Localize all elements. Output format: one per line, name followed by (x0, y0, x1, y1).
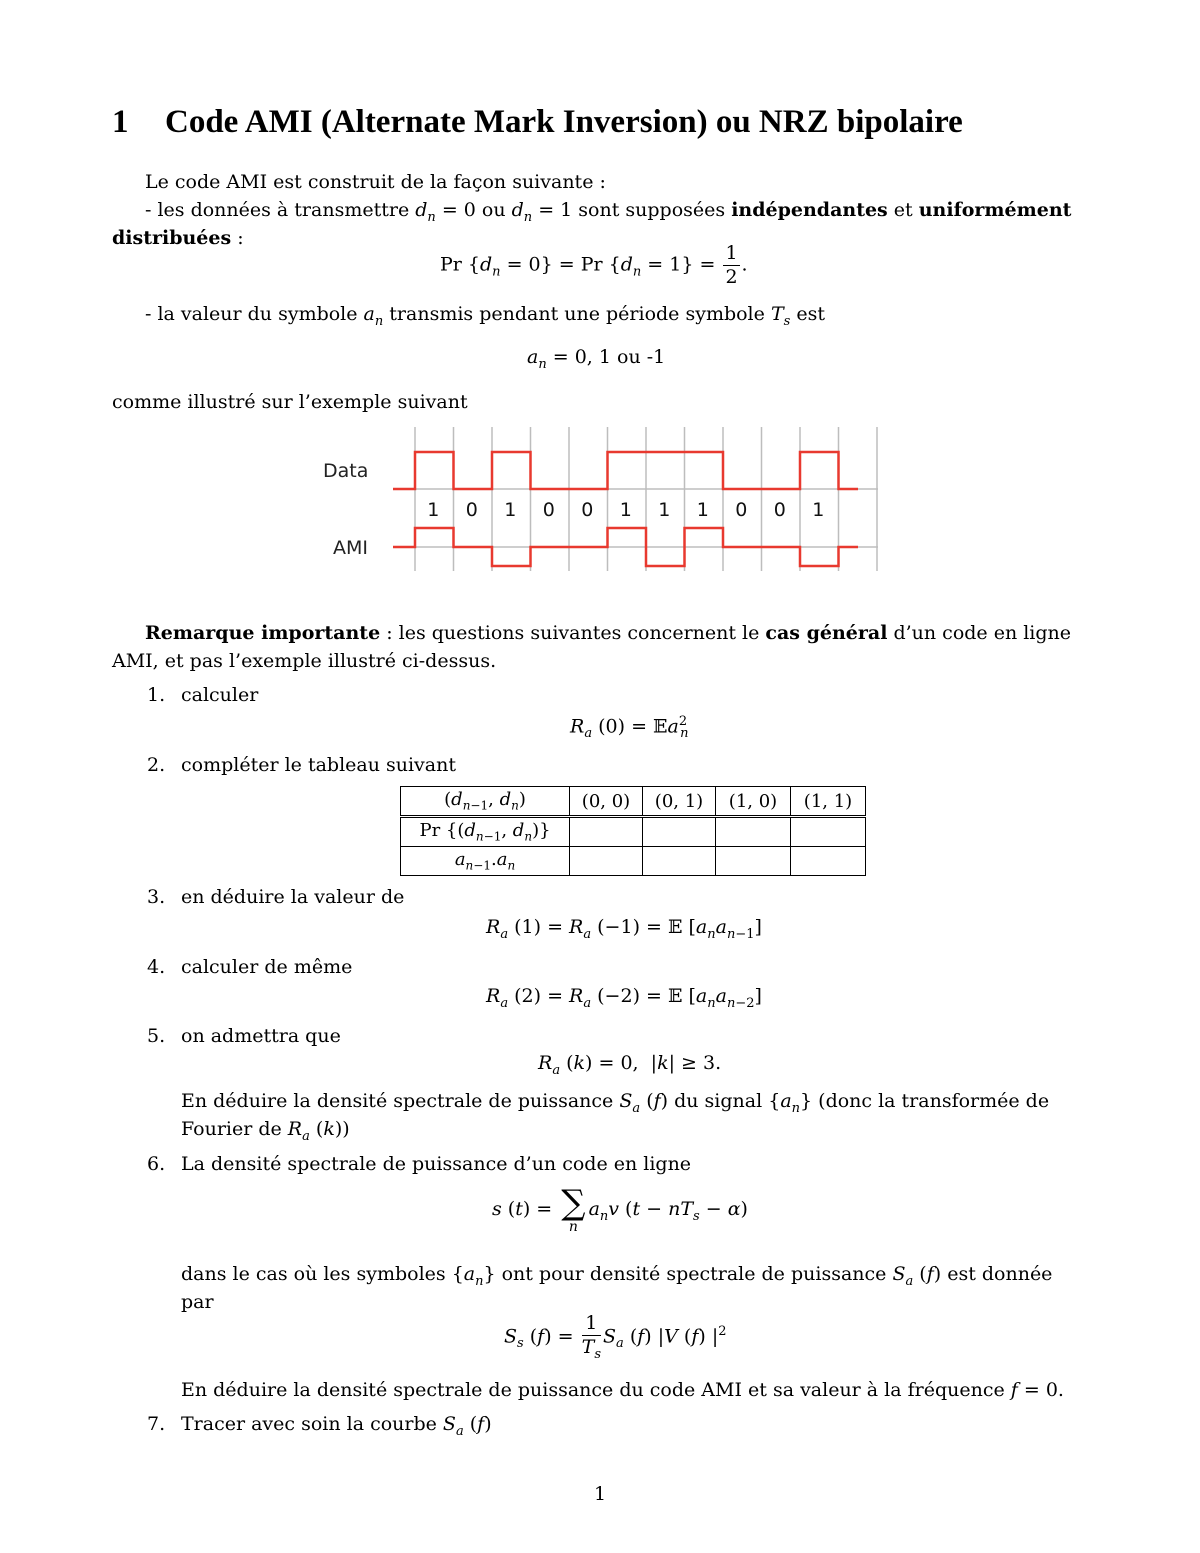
equation-an-text: = 0, 1 ou -1 (552, 346, 666, 368)
bold-independantes: indépendantes (731, 199, 888, 221)
bit-label: 1 (427, 499, 440, 521)
table-row-label-product: $a_{n-1}.a_n$ (401, 847, 570, 876)
bullet-data-line: - les données à transmettre $d_n = 0$ ou $d_n = 1$ sont supposées indépendantes et uniformément (145, 199, 1072, 225)
section-title-text: Code AMI (Alternate Mark Inversion) ou NRZ bipolaire (165, 104, 963, 140)
remark-bold-general: cas général (765, 622, 888, 644)
question-2-text: compléter le tableau suivant (181, 754, 456, 776)
bullet-data-line-2 (112, 224, 244, 252)
q5-text-1: En déduire la densité spectrale de puissance (181, 1090, 620, 1112)
equation-an-values: $a_n = 0$, 1 ou -1 (527, 346, 666, 372)
figure-bits (427, 499, 824, 521)
bullet-data-text-a: - les données à transmettre (145, 199, 416, 221)
bullet-symbol-line: - la valeur du symbole $a_n$ transmis pendant une période symbole $T_s$ est (145, 303, 825, 329)
question-5-detail: En déduire la densité spectrale de puissance $S_a$ (f) du signal $\{a_n\}$ (donc la transformée de (181, 1090, 1050, 1116)
example-line: comme illustré sur l’exemple suivant (112, 391, 468, 413)
question-3-number: 3. (147, 886, 166, 908)
bit-label: 0 (581, 499, 594, 521)
question-7-text: Tracer avec soin la courbe $S_a$ (f) (181, 1413, 492, 1439)
q6-text-3: est donnée (941, 1263, 1053, 1285)
table-header-cell: (0, 0) (570, 787, 643, 817)
equation-ra2: $R_a$ $(2) = R_a$ (−2) = 𝔼 $[a_na_{n-2}]$ (486, 985, 762, 1011)
bullet-data-text-d: : (231, 227, 244, 249)
question-2-number: 2. (147, 754, 166, 776)
bold-uniformement: uniformément (918, 199, 1072, 221)
bullet-symbol-text-a: - la valeur du symbole (145, 303, 364, 325)
q5-text-4: Fourier de (181, 1118, 288, 1140)
equation-signal: s (t) = ∑ n $a_nv$ $(t - nT_s - \alpha)$ (492, 1183, 748, 1235)
bullet-data-text-b: sont supposées (572, 199, 732, 221)
bullet-data-text-c: et (887, 199, 919, 221)
table-row (401, 787, 866, 817)
table-cell-empty[interactable] (570, 847, 643, 876)
table-cell-empty[interactable] (716, 847, 791, 876)
bit-label: 0 (465, 499, 478, 521)
table-cell-empty[interactable] (643, 817, 716, 847)
q6-text-5: En déduire la densité spectrale de puissance du code AMI et sa valeur à la fréquence (181, 1379, 1011, 1401)
page-number: 1 (594, 1483, 607, 1505)
table-cell-empty[interactable] (570, 817, 643, 847)
remark-text-2: d’un code en ligne (887, 622, 1072, 644)
bit-label: 1 (658, 499, 671, 521)
probability-table (400, 786, 866, 876)
table-header-pair: ($d_{n-1}$, $d_n$) (401, 787, 570, 817)
table-cell-empty[interactable] (791, 847, 866, 876)
question-1-text: calculer (181, 684, 259, 706)
table-header-cell: (0, 1) (643, 787, 716, 817)
q6-text-2: ont pour densité spectrale de puissance (495, 1263, 893, 1285)
equation-ra0: $R_a$ (0) = 𝔼a$^2_n$ (570, 714, 689, 742)
remark-line-2: AMI, et pas l’exemple illustré ci-dessus. (112, 650, 497, 672)
question-5-detail-2: Fourier de $R_a$ (k)) (181, 1118, 350, 1144)
bold-distribuees: distribuées (112, 227, 232, 249)
question-6-text: La densité spectrale de puissance d’un code en ligne (181, 1153, 692, 1175)
data-signal-line (393, 452, 858, 489)
question-3-text: en déduire la valeur de (181, 886, 405, 908)
question-4-number: 4. (147, 956, 166, 978)
question-5-number: 5. (147, 1025, 166, 1047)
table-cell-empty[interactable] (643, 847, 716, 876)
table-row-label-pr: Pr {($d_{n-1}$, $d_n$)} (401, 817, 570, 847)
question-1-number: 1. (147, 684, 166, 706)
equation-probability: Pr $\{d_n = 0\} = Pr$ $\{d_n = 1\}$ = $\frac{1}{2}$ . (440, 242, 748, 288)
bullet-symbol-text-c: est (790, 303, 825, 325)
bullet-symbol-text-b: transmis pendant une période symbole (383, 303, 771, 325)
ami-figure (318, 425, 883, 573)
question-7-label: Tracer avec soin la courbe (181, 1413, 443, 1435)
q5-text-3: (donc la transformée de (812, 1090, 1050, 1112)
question-6-detail: dans le cas où les symboles $\{a_n\}$ ont pour densité spectrale de puissance $S_a$ (f) est donnée (181, 1263, 1053, 1289)
bit-label: 1 (696, 499, 709, 521)
figure-label-ami: AMI (333, 537, 368, 559)
question-4-text: calculer de même (181, 956, 353, 978)
bit-label: 0 (773, 499, 786, 521)
question-6-conclusion: En déduire la densité spectrale de puissance du code AMI et sa valeur à la fréquence f = 0. (181, 1379, 1064, 1401)
question-7-number: 7. (147, 1413, 166, 1435)
q6-text-1: dans le cas où les symboles (181, 1263, 452, 1285)
q5-text-2: du signal (668, 1090, 769, 1112)
equation-ra1: $R_a$ $(1) = R_a$ (−1) = 𝔼 $[a_na_{n-1}]$ (486, 916, 762, 942)
bit-label: 1 (619, 499, 632, 521)
bit-label: 1 (504, 499, 517, 521)
question-5-text: on admettra que (181, 1025, 341, 1047)
section-title (112, 104, 963, 141)
bit-label: 0 (542, 499, 555, 521)
figure-label-data: Data (323, 460, 369, 482)
bit-label: 0 (735, 499, 748, 521)
question-6-number: 6. (147, 1153, 166, 1175)
table-header-cell: (1, 1) (791, 787, 866, 817)
table-row (401, 817, 866, 847)
table-cell-empty[interactable] (791, 817, 866, 847)
remark-bold: Remarque importante (145, 622, 381, 644)
question-6-detail-2: par (181, 1291, 214, 1313)
remark-text-1: : les questions suivantes concernent le (380, 622, 766, 644)
section-number: 1 (112, 104, 129, 140)
intro-line: Le code AMI est construit de la façon suivante : (145, 171, 606, 193)
table-row (401, 847, 866, 876)
remark-line (145, 619, 1071, 647)
equation-ss: $S_s$ (f) = $\frac{1}{T_s}$ $S_a$ (f) |V (f) $|^2$ (504, 1312, 727, 1362)
table-header-cell: (1, 0) (716, 787, 791, 817)
bit-label: 1 (812, 499, 825, 521)
table-cell-empty[interactable] (716, 817, 791, 847)
equation-rak: $R_a$ (k) = 0, |k| ≥ 3. (538, 1052, 722, 1078)
